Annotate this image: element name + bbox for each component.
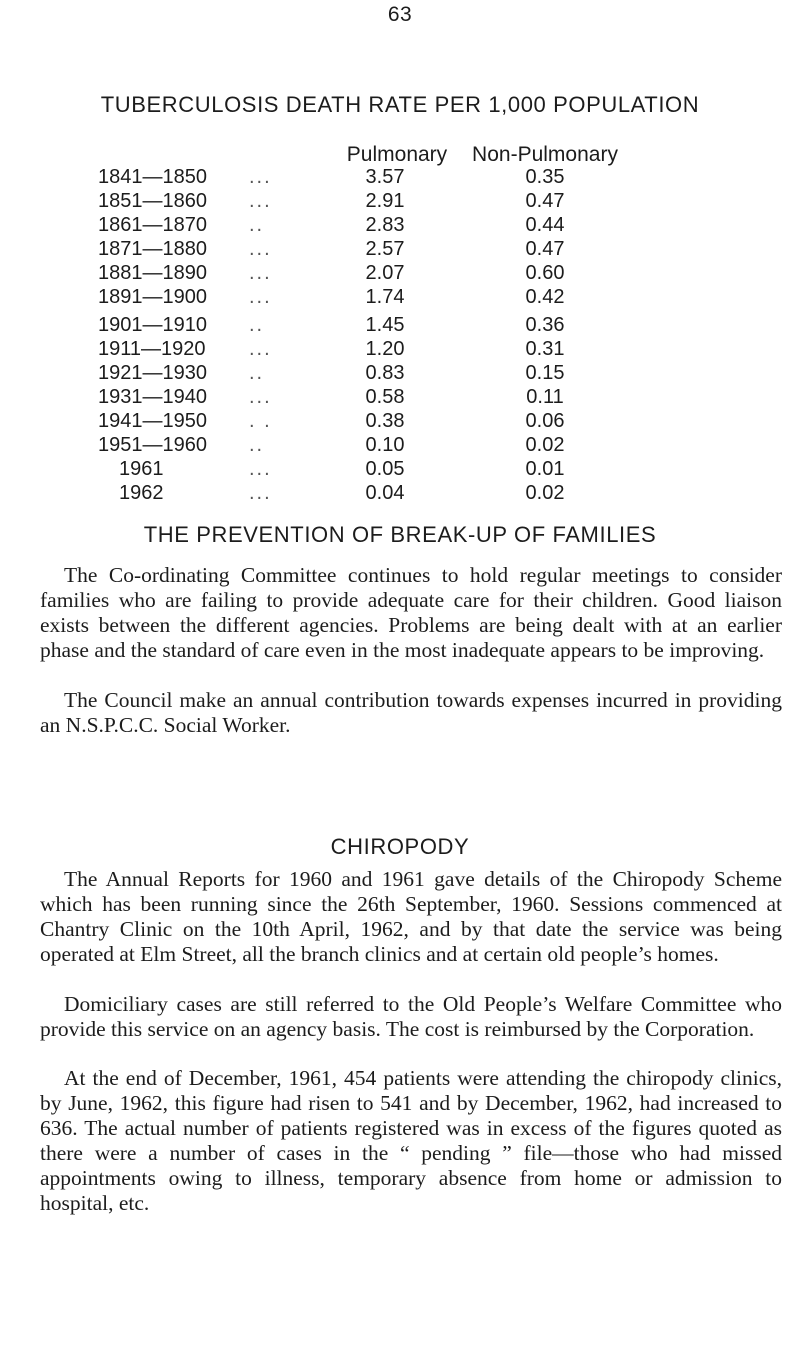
chiropody-paragraph-3: At the end of December, 1961, 454 patients were attending the chiropody clinics, by June, 1962, this figure had risen to 541 and by December, 1962, had increased to 636. The actual number of patients registered was in excess of the figures quoted as there were a number of cases in the “ pending ” file—those who had missed appointments owing to illness, temporary absence from home or admission to hospital, etc. xyxy=(40,1066,782,1215)
leader-dots: . . xyxy=(249,410,272,432)
non-pulmonary-rate-cell: 0.47 xyxy=(525,190,565,212)
leader-dots: .. xyxy=(249,434,265,456)
table-row xyxy=(0,214,800,238)
table-row xyxy=(0,338,800,362)
leader-dots: ... xyxy=(249,482,272,504)
period-cell: 1891—1900 xyxy=(98,286,207,308)
pulmonary-rate-cell: 1.20 xyxy=(365,338,405,360)
pulmonary-rate-cell: 0.04 xyxy=(365,482,405,504)
leader-dots: .. xyxy=(249,362,265,384)
non-pulmonary-rate-cell: 0.11 xyxy=(526,386,564,408)
period-cell: 1911—1920 xyxy=(98,338,206,360)
period-cell: 1871—1880 xyxy=(98,238,207,260)
chiropody-section-title: CHIROPODY xyxy=(330,834,470,859)
break-up-paragraph-1: The Co-ordinating Committee continues to hold regular meetings to consider families who are failing to provide adequate care for their children. Good liaison exists between the different agencies. Problems are being dealt with at an earlier phase and the standard of care even in the most inadequate appears to be improving. xyxy=(40,563,782,662)
column-header-non-pulmonary: Non-Pulmonary xyxy=(472,143,618,166)
period-cell: 1881—1890 xyxy=(98,262,207,284)
pulmonary-rate-cell: 1.45 xyxy=(365,314,405,336)
leader-dots: ... xyxy=(249,166,272,188)
period-cell: 1951—1960 xyxy=(98,434,207,456)
tuberculosis-table-title: TUBERCULOSIS DEATH RATE PER 1,000 POPULATION xyxy=(100,92,700,117)
table-row xyxy=(0,482,800,506)
pulmonary-rate-cell: 3.57 xyxy=(365,166,405,188)
page-number: 63 xyxy=(387,3,413,26)
table-row xyxy=(0,286,800,310)
non-pulmonary-rate-cell: 0.31 xyxy=(525,338,565,360)
table-row xyxy=(0,434,800,458)
chiropody-paragraph-1: The Annual Reports for 1960 and 1961 gave details of the Chiropody Scheme which has been running since the 26th September, 1960. Sessions commenced at Chantry Clinic on the 10th April, 1962, and by that date the service was being operated at Elm Street, all the branch clinics and at certain old people’s homes. xyxy=(40,867,782,966)
pulmonary-rate-cell: 0.58 xyxy=(365,386,405,408)
chiropody-paragraph-2: Domiciliary cases are still referred to the Old People’s Welfare Committee who provide this service on an agency basis. The cost is reimbursed by the Corporation. xyxy=(40,992,782,1041)
table-row xyxy=(0,262,800,286)
non-pulmonary-rate-cell: 0.01 xyxy=(525,458,565,480)
leader-dots: ... xyxy=(249,386,272,408)
pulmonary-rate-cell: 0.83 xyxy=(365,362,405,384)
non-pulmonary-rate-cell: 0.36 xyxy=(525,314,565,336)
non-pulmonary-rate-cell: 0.15 xyxy=(525,362,565,384)
table-row xyxy=(0,386,800,410)
leader-dots: ... xyxy=(249,338,272,360)
pulmonary-rate-cell: 0.05 xyxy=(365,458,405,480)
leader-dots: ... xyxy=(249,458,272,480)
pulmonary-rate-cell: 2.07 xyxy=(365,262,405,284)
non-pulmonary-rate-cell: 0.02 xyxy=(525,434,565,456)
leader-dots: ... xyxy=(249,262,272,284)
pulmonary-rate-cell: 2.83 xyxy=(365,214,405,236)
period-cell: 1851—1860 xyxy=(98,190,207,212)
leader-dots: .. xyxy=(249,214,265,236)
pulmonary-rate-cell: 0.10 xyxy=(365,434,405,456)
column-header-pulmonary: Pulmonary xyxy=(346,143,448,166)
leader-dots: ... xyxy=(249,286,272,308)
pulmonary-rate-cell: 2.57 xyxy=(365,238,405,260)
non-pulmonary-rate-cell: 0.35 xyxy=(525,166,565,188)
period-cell: 1861—1870 xyxy=(98,214,207,236)
non-pulmonary-rate-cell: 0.06 xyxy=(525,410,565,432)
non-pulmonary-rate-cell: 0.42 xyxy=(525,286,565,308)
period-cell: 1962 xyxy=(119,482,164,504)
table-row xyxy=(0,166,800,190)
leader-dots: ... xyxy=(249,238,272,260)
period-cell: 1941—1950 xyxy=(98,410,207,432)
non-pulmonary-rate-cell: 0.44 xyxy=(525,214,565,236)
leader-dots: .. xyxy=(249,314,265,336)
period-cell: 1931—1940 xyxy=(98,386,207,408)
period-cell: 1921—1930 xyxy=(98,362,207,384)
table-row xyxy=(0,314,800,338)
pulmonary-rate-cell: 0.38 xyxy=(365,410,405,432)
table-row xyxy=(0,362,800,386)
period-cell: 1901—1910 xyxy=(98,314,207,336)
break-up-section-title: THE PREVENTION OF BREAK-UP OF FAMILIES xyxy=(143,522,657,547)
table-row xyxy=(0,238,800,262)
non-pulmonary-rate-cell: 0.60 xyxy=(525,262,565,284)
pulmonary-rate-cell: 2.91 xyxy=(365,190,405,212)
pulmonary-rate-cell: 1.74 xyxy=(365,286,405,308)
table-row xyxy=(0,458,800,482)
period-cell: 1841—1850 xyxy=(98,166,207,188)
non-pulmonary-rate-cell: 0.02 xyxy=(525,482,565,504)
table-row xyxy=(0,410,800,434)
break-up-paragraph-2: The Council make an annual contribution towards expenses incurred in providing an N.S.P.C.C. Social Worker. xyxy=(40,688,782,737)
period-cell: 1961 xyxy=(119,458,164,480)
leader-dots: ... xyxy=(249,190,272,212)
non-pulmonary-rate-cell: 0.47 xyxy=(525,238,565,260)
table-row xyxy=(0,190,800,214)
